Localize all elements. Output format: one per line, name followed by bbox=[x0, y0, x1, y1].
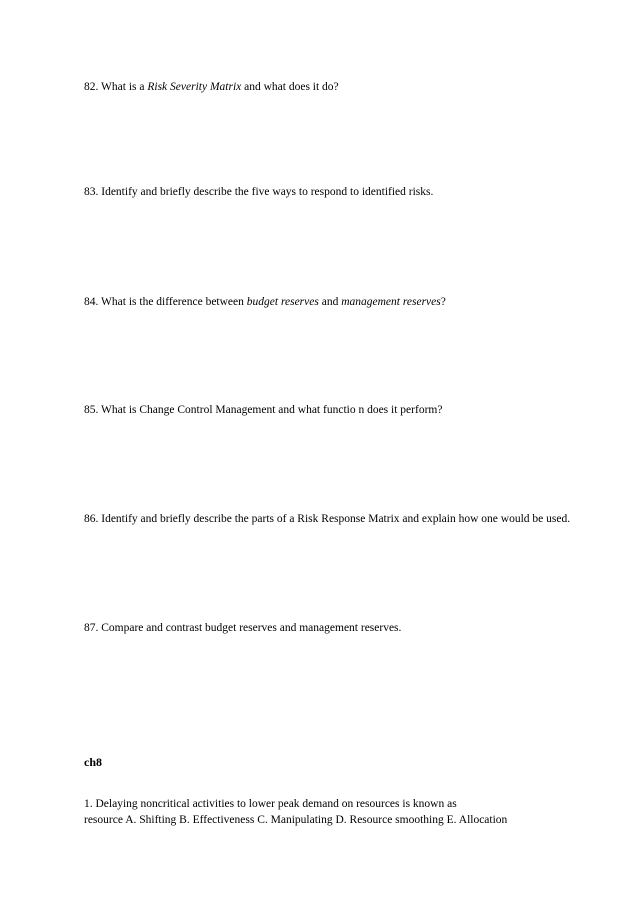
question-text: Identify and briefly describe the parts of a Risk Response Matrix and explain how one would be used. bbox=[101, 513, 571, 525]
question-number: 85. bbox=[84, 404, 99, 416]
question-number: 87. bbox=[84, 622, 99, 634]
italic-term-risk-severity-matrix: Risk Severity Matrix bbox=[147, 81, 242, 93]
question-stem: Delaying noncritical activities to lower peak demand on resources is known as bbox=[95, 798, 457, 810]
question-text-end: ? bbox=[440, 296, 446, 308]
italic-term-budget-reserves: budget reserves bbox=[246, 296, 319, 308]
question-82 bbox=[84, 80, 339, 94]
question-85 bbox=[84, 403, 442, 417]
mc-question-1 bbox=[84, 797, 457, 811]
mc-answer-options: resource A. Shifting B. Effectiveness C. Manipulating D. Resource smoothing E. Allocation bbox=[84, 814, 508, 826]
question-text: Compare and contrast budget reserves and management reserves. bbox=[101, 622, 402, 634]
question-number: 1. bbox=[84, 798, 93, 810]
question-text: What is Change Control Management and what functio n does it perform? bbox=[101, 404, 443, 416]
question-text-start: What is a bbox=[101, 81, 148, 93]
question-number: 83. bbox=[84, 186, 99, 198]
question-text-start: What is the difference between bbox=[101, 296, 247, 308]
question-86 bbox=[84, 512, 570, 526]
question-84 bbox=[84, 295, 446, 309]
question-83 bbox=[84, 185, 433, 199]
italic-term-management-reserves: management reserves bbox=[341, 296, 441, 308]
question-number: 82. bbox=[84, 81, 99, 93]
question-87 bbox=[84, 621, 401, 635]
question-text: Identify and briefly describe the five ways to respond to identified risks. bbox=[101, 186, 434, 198]
section-heading: ch8 bbox=[84, 755, 102, 769]
question-number: 84. bbox=[84, 296, 99, 308]
question-text-end: and what does it do? bbox=[241, 81, 339, 93]
question-number: 86. bbox=[84, 513, 99, 525]
question-text-mid: and bbox=[318, 296, 342, 308]
